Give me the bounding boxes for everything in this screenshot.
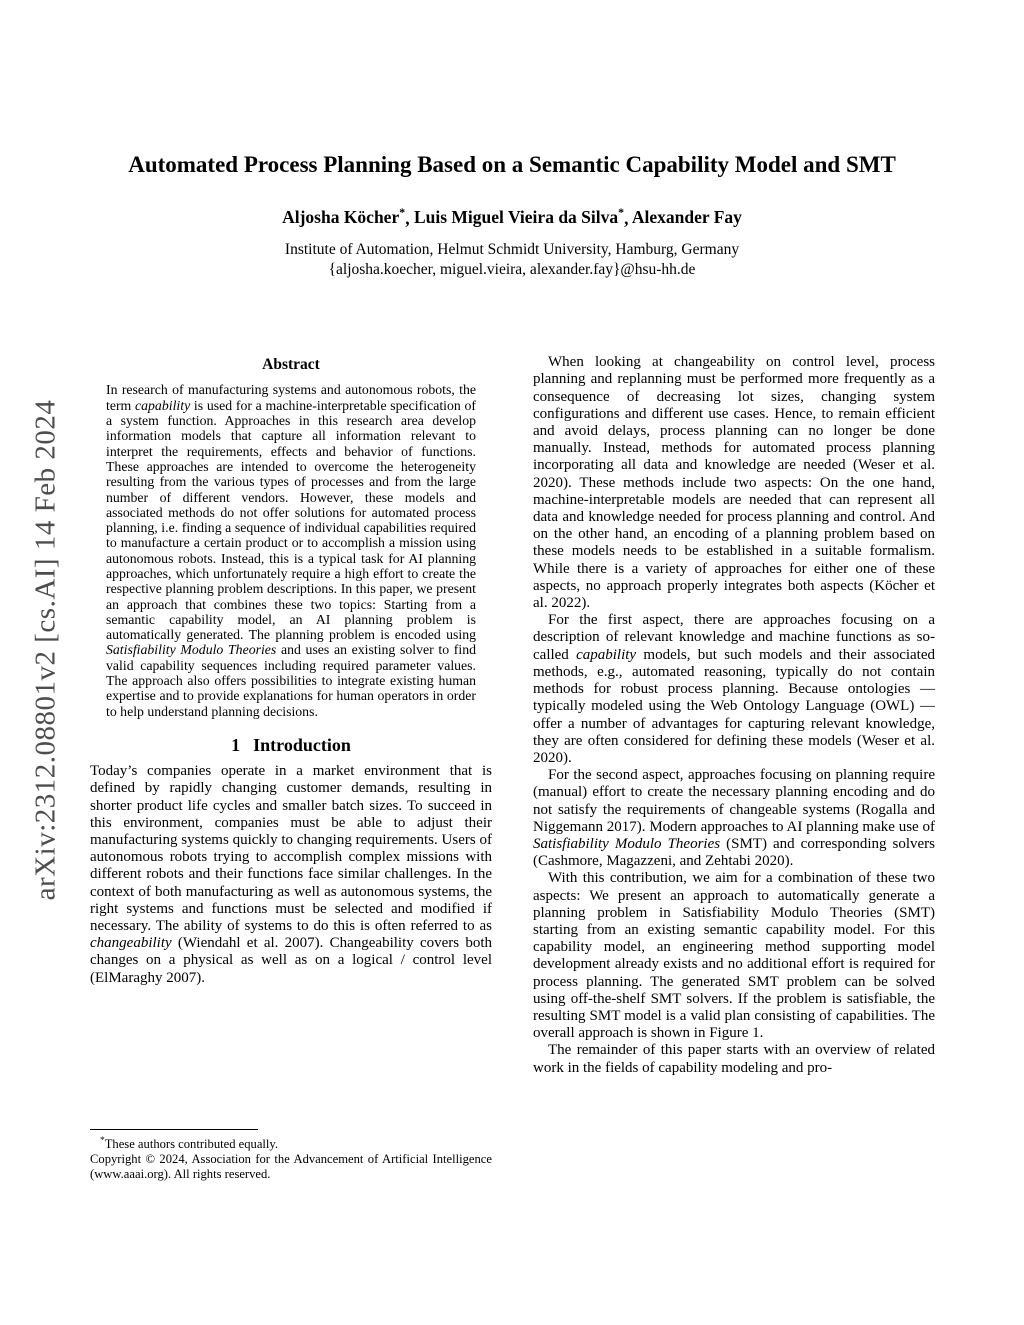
arxiv-watermark: arXiv:2312.08801v2 [cs.AI] 14 Feb 2024	[29, 399, 62, 901]
abstract-heading: Abstract	[262, 356, 320, 374]
author-2: Luis Miguel Vieira da Silva*	[413, 205, 625, 228]
section-heading-introduction	[90, 734, 492, 755]
author-1-mark: *	[399, 205, 406, 220]
footnote-equal-contribution: *These authors contributed equally.	[100, 1136, 279, 1152]
right-column	[533, 354, 935, 1182]
section-title: Introduction	[253, 734, 351, 755]
paper-header	[0, 0, 1024, 280]
body-paragraph: For the first aspect, there are approaches focusing on a description of relevant knowledge and machine functions as so-called capability models, but such models and their associated methods, e.g., automated reasoning, typically do not contain methods for robust process planning. Because ontologies — typically modeled using the Web Ontology Language (OWL) — offer a number of advantages for capturing relevant knowledge, they are often considered for defining these models (Weser et al. 2020).	[533, 612, 936, 766]
author-separator: ,	[405, 207, 414, 228]
footnote-copyright: Copyright © 2024, Association for the Advancement of Artificial Intelligence (www.aaai.org). All rights reserved.	[90, 1152, 492, 1182]
author-2-mark: *	[618, 205, 625, 220]
intro-paragraph: Today’s companies operate in a market environment that is defined by rapidly changing customer demands, resulting in shorter product life cycles and smaller batch sizes. To succeed in this environment, companies must be able to adjust their manufacturing systems quickly to changing requirements. Users of autonomous robots trying to accomplish complex missions with different robots and their functions face similar challenges. In the context of both manufacturing as well as autonomous systems, the right systems and functions must be selected and modified if necessary. The ability of systems to do this is often referred to as changeability (Wiendahl et al. 2007). Changeability covers both changes on a physical as well as on a logical / control level (ElMaraghy 2007).	[90, 763, 492, 986]
author-1: Aljosha Köcher*	[282, 205, 406, 228]
two-column-body	[90, 354, 935, 1182]
footnote-block	[90, 1129, 492, 1182]
paper-title: Automated Process Planning Based on a Semantic Capability Model and SMT	[128, 152, 896, 177]
body-paragraph: When looking at changeability on control level, process planning and replanning must be performed more frequently as a consequence of decreasing lot sizes, changing system configurations and different use cases. Hence, to remain efficient and avoid delays, process planning can no longer be done manually. Instead, methods for automated process planning incorporating all data and knowledge are needed (Weser et al. 2020). These methods include two aspects: On the one hand, machine-interpretable models are needed that can represent all data and knowledge needed for process planning and control. And on the other hand, an encoding of a planning problem based on these models needs to be established in a suitable formalism. While there is a variety of approaches for either one of these aspects, no approach properly integrates both aspects (Köcher et al. 2022).	[533, 354, 935, 612]
authors-line	[0, 206, 1024, 229]
left-column	[90, 354, 492, 1182]
body-paragraph: With this contribution, we aim for a combination of these two aspects: We present an approach to automatically generate a planning problem in Satisfiability Modulo Theories (SMT) starting from an existing semantic capability model. For this capability model, an engineering method supporting model development already exists and no additional effort is required for process planning. The generated SMT problem can be solved using off-the-shelf SMT solvers. If the problem is satisfiable, the resulting SMT model is a valid plan consisting of capabilities. The overall approach is shown in Figure 1.	[533, 870, 935, 1042]
footnote-mark: *	[100, 1136, 105, 1147]
abstract-text: In research of manufacturing systems and autonomous robots, the term capability is used for a machine-interpretable specification of a system function. Approaches in this research area develop information models that capture all information relevant to interpret the requirements, effects and behavior of functions. These approaches are intended to overcome the heterogeneity resulting from the various types of processes and from the large number of different vendors. However, these models and associated methods do not offer solutions for automated process planning, i.e. finding a sequence of individual capabilities required to manufacture a certain product or to accomplish a mission using autonomous robots. Instead, this is a typical task for AI planning approaches, which unfortunately require a high effort to create the respective planning problem descriptions. In this paper, we present an approach that combines these two topics: Starting from a semantic capability model, an AI planning problem is automatically generated. The planning problem is encoded using Satisfiability Modulo Theories and uses an existing solver to find valid capability sequences including required parameter values. The approach also offers possibilities to integrate existing human expertise and to provide explanations for human operators in order to help understand planning decisions.	[106, 382, 476, 719]
affiliation-line: Institute of Automation, Helmut Schmidt University, Hamburg, Germany	[284, 241, 740, 259]
body-paragraph: The remainder of this paper starts with an overview of related work in the fields of capability modeling and pro-	[533, 1042, 935, 1076]
author-3: Alexander Fay	[631, 207, 742, 228]
section-number: 1	[231, 734, 241, 755]
body-paragraph: For the second aspect, approaches focusing on planning require (manual) effort to create the necessary planning encoding and do not satisfy the requirements of changeable systems (Rogalla and Niggemann 2017). Modern approaches to AI planning make use of Satisfiability Modulo Theories (SMT) and corresponding solvers (Cashmore, Magazzeni, and Zehtabi 2020).	[533, 767, 936, 870]
footnote-rule	[90, 1129, 258, 1130]
author-separator: ,	[624, 207, 632, 228]
email-line: {aljosha.koecher, miguel.vieira, alexander.fay}@hsu-hh.de	[328, 261, 696, 279]
